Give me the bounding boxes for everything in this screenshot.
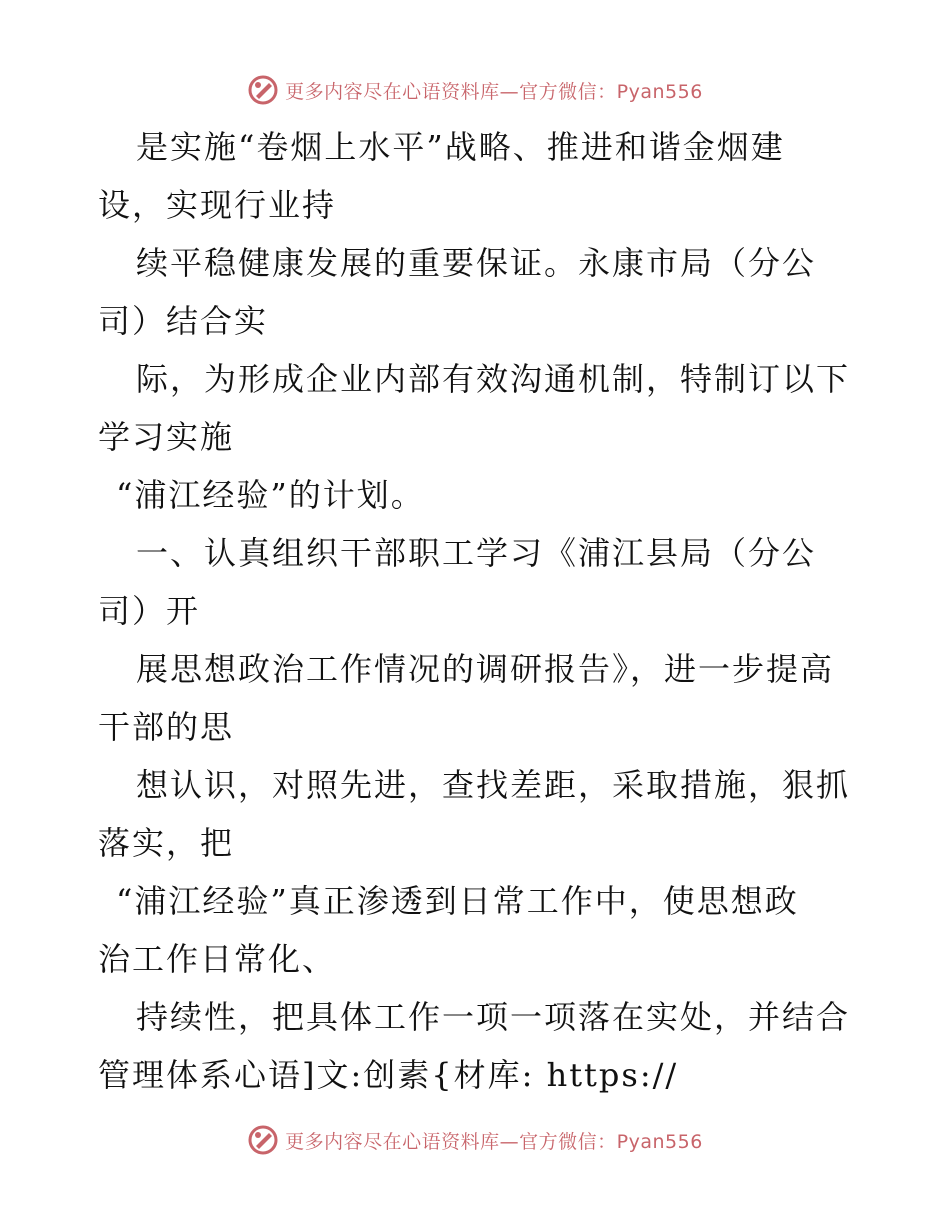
footer-banner <box>0 1120 950 1160</box>
logo-icon <box>247 1124 279 1156</box>
text-line: 想认识，对照先进，查找差距，采取措施，狠抓 <box>136 766 851 804</box>
text-line: 际，为形成企业内部有效沟通机制，特制订以下 <box>136 360 851 398</box>
document-body <box>98 118 858 1104</box>
text-line: 管理体系心语]文:创素{材库: https:// <box>98 1056 679 1094</box>
footer-banner-text: 更多内容尽在心语资料库—官方微信：Pyan556 <box>285 1130 703 1153</box>
logo-icon <box>247 74 279 106</box>
text-line: 学习实施 <box>98 418 235 456</box>
text-line: 司）结合实 <box>98 302 269 340</box>
text-line: 落实，把 <box>98 824 235 862</box>
text-line: 持续性，把具体工作一项一项落在实处，并结合 <box>136 998 851 1036</box>
text-line: “浦江经验”真正渗透到日常工作中，使思想政 <box>116 882 799 920</box>
text-line: 司）开 <box>98 592 201 630</box>
text-line: 治工作日常化、 <box>98 940 337 978</box>
header-banner-text: 更多内容尽在心语资料库—官方微信：Pyan556 <box>285 80 703 103</box>
text-line: 设，实现行业持 <box>98 186 337 224</box>
header-banner <box>0 70 950 110</box>
text-line: “浦江经验”的计划。 <box>116 476 425 514</box>
text-line: 是实施“卷烟上水平”战略、推进和谐金烟建 <box>136 128 785 166</box>
text-line: 展思想政治工作情况的调研报告》，进一步提高 <box>136 650 835 688</box>
text-line: 一、认真组织干部职工学习《浦江县局（分公 <box>136 534 817 572</box>
text-line: 续平稳健康发展的重要保证。永康市局（分公 <box>136 244 817 282</box>
text-line: 干部的思 <box>98 708 235 746</box>
